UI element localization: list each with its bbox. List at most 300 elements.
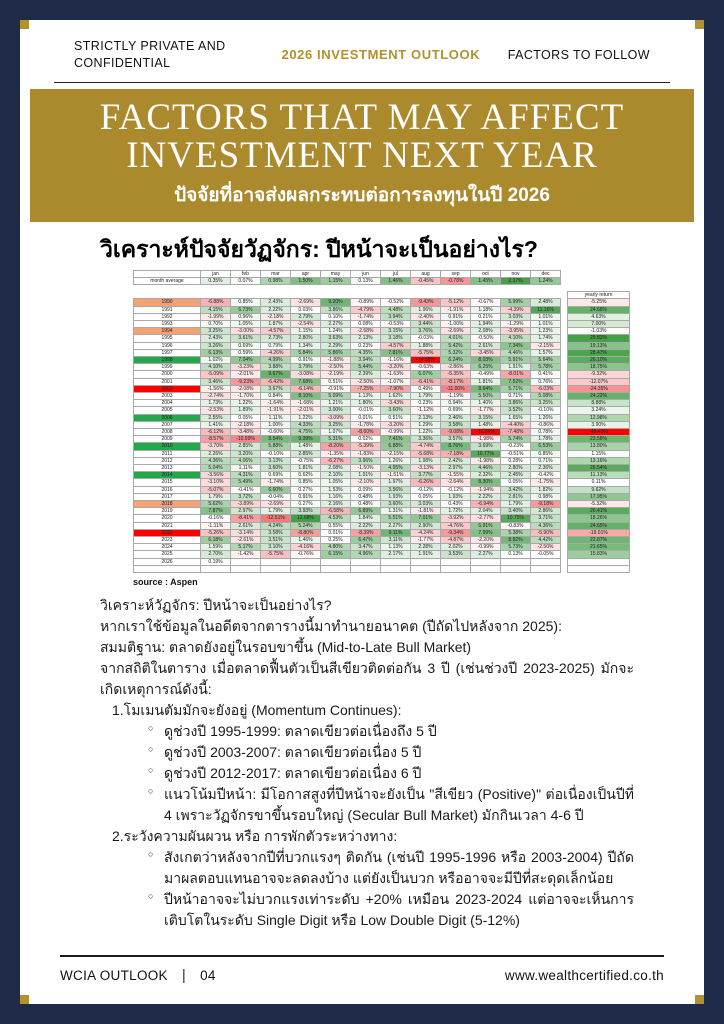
month-return-cell: 1.79% [201, 493, 231, 500]
month-return-cell: 3.86% [321, 306, 351, 313]
month-return-cell: -5.39% [351, 443, 381, 450]
month-return-cell: 3.94% [381, 313, 411, 320]
month-return-cell: 5.50% [471, 392, 501, 399]
month-return-cell: -0.67% [471, 299, 501, 306]
gap-cell [561, 479, 568, 486]
analysis-line: หากเราใช้ข้อมูลในอดีตจากตารางนี้มาทำนายอนาคต (ปีถัดไปหลังจาก 2025): [100, 617, 562, 634]
month-return-cell: -0.10% [261, 450, 291, 457]
month-return-cell: 1.21% [321, 400, 351, 407]
month-return-cell: -5.12% [441, 299, 471, 306]
month-return-cell: 6.15% [321, 551, 351, 558]
month-return-cell: 0.09% [351, 486, 381, 493]
month-return-cell: 2.02% [441, 544, 471, 551]
month-return-cell: -10.99% [231, 436, 261, 443]
month-return-cell: -1.63% [381, 371, 411, 378]
yearly-return-cell: 0.11% [568, 479, 630, 486]
month-return-cell: 4.75% [291, 428, 321, 435]
month-return-cell: -2.08% [231, 385, 261, 392]
month-return-cell: 0.84% [261, 392, 291, 399]
month-return-cell [381, 558, 411, 565]
month-return-cell: 9.20% [321, 299, 351, 306]
month-return-cell: -3.89% [231, 500, 261, 507]
month-average-cell: -0.78% [441, 277, 471, 284]
row-label-cell [134, 270, 201, 277]
month-return-cell: 0.03% [291, 306, 321, 313]
spacer-cell [231, 285, 261, 292]
analysis-line: สมมติฐาน: ตลาดยังอยู่ในรอบขาขึ้น (Mid-to-Late Bull Market) [100, 638, 472, 655]
month-return-cell: 2.85% [291, 450, 321, 457]
month-return-cell: 8.92% [501, 537, 531, 544]
month-return-cell: 8.03% [471, 356, 501, 363]
month-return-cell: -0.12% [441, 486, 471, 493]
month-return-cell: 1.11% [261, 414, 291, 421]
month-return-cell: -5.75% [261, 551, 291, 558]
month-return-cell: -1.78% [351, 421, 381, 428]
factors-to-follow-label: FACTORS TO FOLLOW [507, 47, 650, 62]
month-return-cell: 4.10% [501, 335, 531, 342]
empty-cell [291, 565, 321, 572]
month-return-cell: 5.38% [501, 529, 531, 536]
spacer-cell [291, 292, 321, 299]
year-label-cell: 2025 [134, 551, 201, 558]
month-return-cell: 0.13% [501, 551, 531, 558]
year-label-cell: 2012 [134, 457, 201, 464]
month-return-cell: 5.17% [231, 544, 261, 551]
month-return-cell: 6.07% [411, 371, 441, 378]
month-return-cell: 3.60% [261, 464, 291, 471]
month-return-cell: 1.74% [531, 335, 561, 342]
month-return-cell: -2.18% [261, 313, 291, 320]
month-return-cell: 0.91% [441, 313, 471, 320]
month-return-cell: 0.25% [321, 537, 351, 544]
month-header-cell: mar [261, 270, 291, 277]
yearly-return-cell: 18.75% [568, 364, 630, 371]
month-return-cell: 2.81% [501, 493, 531, 500]
month-return-cell: -2.01% [231, 371, 261, 378]
gold-corner-accent [695, 20, 704, 29]
month-return-cell: 0.05% [231, 414, 261, 421]
month-return-cell: 2.46% [441, 414, 471, 421]
empty-cell [568, 565, 630, 572]
yearly-return-cell: -9.32% [568, 371, 630, 378]
month-return-cell: 0.71% [531, 457, 561, 464]
year-label-cell: 2003 [134, 392, 201, 399]
month-return-cell: -3.13% [411, 464, 441, 471]
month-return-cell: 4.36% [531, 522, 561, 529]
month-return-cell: -4.87% [441, 537, 471, 544]
month-return-cell: 2.61% [231, 522, 261, 529]
yearly-return-cell: 24.68% [568, 306, 630, 313]
month-return-cell: 3.20% [231, 450, 261, 457]
month-return-cell: 5.49% [231, 479, 261, 486]
month-return-cell: 5.74% [501, 436, 531, 443]
month-return-cell: -2.69% [261, 500, 291, 507]
month-return-cell: -5.26% [201, 529, 231, 536]
month-return-cell: 0.48% [351, 500, 381, 507]
month-return-cell: 3.11% [381, 537, 411, 544]
month-return-cell: 0.76% [531, 378, 561, 385]
month-return-cell: 2.08% [471, 328, 501, 335]
gap-cell [561, 270, 568, 277]
month-return-cell: -3.92% [441, 515, 471, 522]
month-return-cell: 5.99% [501, 299, 531, 306]
month-return-cell: 8.76% [441, 443, 471, 450]
month-return-cell: 1.24% [321, 328, 351, 335]
month-average-cell: 1.15% [321, 277, 351, 284]
month-return-cell: -2.74% [201, 392, 231, 399]
month-return-cell: -0.89% [351, 299, 381, 306]
month-return-cell: 3.72% [231, 493, 261, 500]
month-return-cell: 6.13% [201, 349, 231, 356]
yearly-return-cell: 7.00% [568, 320, 630, 327]
month-return-cell: 0.59% [231, 349, 261, 356]
outlook-title: 2026 INVESTMENT OUTLOOK [281, 47, 481, 63]
month-return-cell: 3.42% [501, 486, 531, 493]
month-return-cell: -0.53% [381, 320, 411, 327]
month-return-cell: 7.87% [201, 508, 231, 515]
month-return-cell: -7.18% [441, 450, 471, 457]
month-return-cell: -1.51% [381, 472, 411, 479]
spacer-cell [411, 292, 441, 299]
month-return-cell: 0.08% [351, 320, 381, 327]
empty-cell [568, 277, 630, 284]
month-return-cell: 1.89% [231, 407, 261, 414]
month-return-cell: 4.80% [321, 544, 351, 551]
month-header-cell: jun [351, 270, 381, 277]
year-label-cell: 2026 [134, 558, 201, 565]
footer-divider [60, 955, 664, 957]
month-return-cell: 3.03% [411, 500, 441, 507]
month-return-cell: -5.35% [441, 371, 471, 378]
month-return-cell: -0.86% [531, 421, 561, 428]
yearly-return-cell: 9.62% [568, 486, 630, 493]
month-return-cell: 5.44% [351, 364, 381, 371]
month-return-cell: -3.56% [201, 472, 231, 479]
spacer-cell [351, 285, 381, 292]
month-return-cell: 5.88% [261, 443, 291, 450]
month-return-cell: -1.99% [201, 313, 231, 320]
source-label: source : Aspen [133, 576, 198, 587]
spacer-cell [441, 285, 471, 292]
empty-cell [134, 565, 201, 572]
month-return-cell: 1.97% [381, 479, 411, 486]
gold-corner-accent [20, 20, 29, 29]
month-return-cell: 2.17% [381, 551, 411, 558]
month-return-cell: 0.51% [381, 414, 411, 421]
month-return-cell: 9.39% [291, 436, 321, 443]
month-return-cell: -6.14% [291, 385, 321, 392]
month-return-cell: -2.77% [471, 515, 501, 522]
month-return-cell: 4.33% [291, 421, 321, 428]
month-return-cell: -0.76% [291, 551, 321, 558]
empty-cell [351, 565, 381, 572]
month-return-cell: 2.97% [441, 464, 471, 471]
analysis-line: วิเคราะห์วัฏจักร: ปีหน้าจะเป็นอย่างไร? [100, 596, 332, 613]
month-return-cell: 0.69% [261, 472, 291, 479]
yearly-return-cell: 24.65% [568, 522, 630, 529]
gap-cell [561, 544, 568, 551]
month-return-cell: 0.94% [441, 400, 471, 407]
month-return-cell: -2.54% [291, 320, 321, 327]
gap-cell [561, 428, 568, 435]
month-return-cell: 2.22% [471, 493, 501, 500]
year-label-cell: 1999 [134, 364, 201, 371]
month-return-cell: 1.88% [411, 342, 441, 349]
yearly-return-cell: 12.98% [568, 414, 630, 421]
month-return-cell: -0.99% [381, 428, 411, 435]
month-return-cell: 5.09% [321, 392, 351, 399]
month-return-cell: 5.84% [291, 349, 321, 356]
month-return-cell: -8.17% [441, 378, 471, 385]
month-return-cell: -6.41% [411, 378, 441, 385]
month-return-cell: 0.98% [531, 493, 561, 500]
empty-cell [381, 565, 411, 572]
yearly-return-cell: 26.41% [568, 508, 630, 515]
yearly-return-cell: -45.45% [568, 428, 630, 435]
month-return-cell: 2.29% [321, 342, 351, 349]
month-return-cell: -0.49% [471, 371, 501, 378]
month-return-cell: 2.27% [321, 320, 351, 327]
month-header-cell: feb [231, 270, 261, 277]
month-return-cell: 1.02% [201, 356, 231, 363]
month-return-cell: -7.48% [501, 428, 531, 435]
gap-cell [561, 436, 568, 443]
analysis-bullet: ○ ดูช่วงปี 2012-2017: ตลาดเขียวต่อเนื่อง 6 ปี [148, 763, 634, 784]
month-return-cell: 5.24% [291, 522, 321, 529]
year-label-cell: 2022 [134, 529, 201, 536]
month-return-cell: -8.20% [321, 443, 351, 450]
month-return-cell: -2.50% [351, 378, 381, 385]
month-header-cell: aug [411, 270, 441, 277]
month-return-cell: 0.23% [411, 400, 441, 407]
month-return-cell: -2.18% [231, 421, 261, 428]
gap-cell [561, 537, 568, 544]
analysis-line: จากสถิติในตาราง เมื่อตลาดฟื้นตัวเป็นสีเขียวติดต่อกัน 3 ปี (เช่นช่วงปี 2023-2025) มักจะเกิดเหตุการณ์ดังนี้: [100, 659, 634, 697]
spacer-cell [134, 285, 201, 292]
month-return-cell: -3.45% [471, 349, 501, 356]
month-return-cell [501, 558, 531, 565]
month-return-cell: -0.10% [531, 407, 561, 414]
yearly-return-cell: 18.26% [568, 515, 630, 522]
analysis-section-heading: 1.โมเมนตัมมักจะยังอยู่ (Momentum Continues): [112, 701, 402, 718]
month-average-cell: 1.24% [531, 277, 561, 284]
month-return-cell [471, 558, 501, 565]
month-return-cell: 2.22% [351, 522, 381, 529]
month-return-cell: -2.68% [351, 328, 381, 335]
month-return-cell: -0.60% [261, 428, 291, 435]
month-return-cell: 7.81% [381, 349, 411, 356]
month-return-cell: 5.91% [501, 356, 531, 363]
yearly-return-cell: 26.54% [568, 464, 630, 471]
month-return-cell: -3.08% [291, 371, 321, 378]
month-return-cell: 1.22% [291, 414, 321, 421]
month-return-cell: 3.60% [381, 500, 411, 507]
year-label-cell: 2021 [134, 522, 201, 529]
month-return-cell: -0.16% [201, 515, 231, 522]
month-return-cell: -0.99% [471, 544, 501, 551]
analysis-text [100, 595, 634, 931]
yearly-return-cell: 28.47% [568, 349, 630, 356]
month-return-cell: -2.69% [291, 299, 321, 306]
month-return-cell: 4.53% [321, 515, 351, 522]
month-return-cell: -1.98% [471, 457, 501, 464]
month-return-cell: 5.73% [501, 544, 531, 551]
month-return-cell: -0.41% [231, 486, 261, 493]
gap-cell [561, 385, 568, 392]
month-return-cell: -4.26% [261, 349, 291, 356]
month-return-cell: 1.98% [411, 457, 441, 464]
year-label-cell: 1993 [134, 320, 201, 327]
month-return-cell: -6.27% [321, 457, 351, 464]
month-return-cell: -1.83% [351, 450, 381, 457]
month-return-cell: -9.08% [441, 428, 471, 435]
banner-title-line2: INVESTMENT NEXT YEAR [126, 135, 598, 177]
month-return-cell: 3.57% [441, 436, 471, 443]
month-return-cell: 1.84% [351, 515, 381, 522]
month-return-cell: 1.93% [381, 493, 411, 500]
month-return-cell: 4.42% [531, 537, 561, 544]
month-return-cell: 9.11% [381, 529, 411, 536]
year-label-cell: 2001 [134, 378, 201, 385]
month-header-cell: may [321, 270, 351, 277]
month-return-cell: 1.23% [531, 328, 561, 335]
month-return-cell: 2.08% [321, 464, 351, 471]
month-return-cell: -3.10% [201, 479, 231, 486]
month-return-cell: -11.00% [441, 385, 471, 392]
year-label-cell: 1997 [134, 349, 201, 356]
month-return-cell: 5.08% [531, 392, 561, 399]
month-return-cell: -4.57% [261, 328, 291, 335]
month-return-cell: 1.72% [441, 508, 471, 515]
month-header-cell: jul [381, 270, 411, 277]
analysis-bullet: ○ ปีหน้าอาจจะไม่บวกแรงเท่าระดับ +20% เหมือน 2023-2024 แต่อาจจะเห็นการเติบโตในระดับ Single Digit หรือ Low Double Digit (5-12%) [148, 889, 634, 931]
month-average-cell: 1.50% [291, 277, 321, 284]
month-return-cell: -3.43% [381, 400, 411, 407]
empty-cell [501, 565, 531, 572]
month-average-cell: 0.07% [231, 277, 261, 284]
month-return-cell: 1.48% [291, 443, 321, 450]
empty-cell [261, 565, 291, 572]
month-return-cell: 0.05% [411, 493, 441, 500]
banner-title-line1: FACTORS THAT MAY AFFECT [99, 96, 625, 138]
month-return-cell: 2.04% [471, 508, 501, 515]
month-return-cell: 5.62% [201, 500, 231, 507]
spacer-cell [321, 285, 351, 292]
month-return-cell: -0.50% [471, 335, 501, 342]
analysis-bullet: ○ ดูช่วงปี 2003-2007: ตลาดเขียวต่อเนื่อง 5 ปี [148, 742, 634, 763]
spacer-cell [501, 292, 531, 299]
month-return-cell: -2.69% [441, 328, 471, 335]
month-header-cell: nov [501, 270, 531, 277]
month-return-cell: 3.25% [201, 328, 231, 335]
month-return-cell: 3.86% [501, 400, 531, 407]
month-return-cell: 1.73% [201, 400, 231, 407]
month-return-cell: -0.03% [411, 335, 441, 342]
month-return-cell: 3.10% [261, 544, 291, 551]
gap-cell [561, 407, 568, 414]
month-return-cell: 3.93% [291, 508, 321, 515]
month-return-cell: 1.78% [531, 436, 561, 443]
month-return-cell: -4.57% [381, 342, 411, 349]
spacer-cell [531, 285, 561, 292]
month-return-cell: -6.42% [261, 378, 291, 385]
month-return-cell: 0.69% [441, 407, 471, 414]
month-return-cell: -3.95% [501, 328, 531, 335]
month-return-cell: 1.96% [411, 306, 441, 313]
month-return-cell [351, 558, 381, 565]
month-return-cell: 0.02% [351, 436, 381, 443]
year-label-cell: 2008 [134, 428, 201, 435]
month-return-cell: -2.19% [321, 371, 351, 378]
banner-title [38, 96, 686, 177]
spacer-cell [411, 285, 441, 292]
month-return-cell: 0.49% [411, 385, 441, 392]
month-return-cell: -5.90% [531, 529, 561, 536]
month-return-cell: -14.58% [411, 356, 441, 363]
month-return-cell: 0.28% [501, 457, 531, 464]
month-return-cell: -0.04% [261, 493, 291, 500]
gap-cell [561, 486, 568, 493]
month-return-cell: 6.60% [261, 486, 291, 493]
month-return-cell: 2.28% [411, 544, 441, 551]
month-return-cell: 2.70% [201, 551, 231, 558]
yearly-return-cell: 3.90% [568, 421, 630, 428]
month-average-cell: 1.45% [471, 277, 501, 284]
month-return-cell: 2.97% [231, 508, 261, 515]
month-return-cell: -8.39% [351, 529, 381, 536]
returns-heatmap-table [133, 270, 630, 573]
gap-cell [561, 335, 568, 342]
month-return-cell: 5.04% [201, 464, 231, 471]
month-return-cell: 3.00% [321, 407, 351, 414]
gap-cell [561, 364, 568, 371]
month-return-cell: -0.83% [501, 522, 531, 529]
month-return-cell: 8.10% [291, 392, 321, 399]
year-label-cell: 1991 [134, 306, 201, 313]
footer-website: www.wealthcertified.co.th [504, 968, 664, 983]
month-return-cell: -1.75% [531, 479, 561, 486]
empty-cell [201, 565, 231, 572]
month-return-cell: 1.82% [531, 486, 561, 493]
month-return-cell: 1.31% [381, 508, 411, 515]
month-return-cell: 4.46% [471, 464, 501, 471]
year-label-cell: 2023 [134, 537, 201, 544]
gap-cell [561, 450, 568, 457]
month-return-cell: 0.27% [291, 486, 321, 493]
month-return-cell: 1.91% [411, 551, 441, 558]
month-return-cell: 3.60% [381, 407, 411, 414]
month-return-cell: -1.55% [441, 472, 471, 479]
month-return-cell: 3.36% [411, 436, 441, 443]
month-return-cell: 4.99% [261, 356, 291, 363]
month-return-cell: 2.73% [261, 335, 291, 342]
gap-cell [561, 522, 568, 529]
month-return-cell: 0.78% [531, 428, 561, 435]
month-return-cell: -7.90% [381, 385, 411, 392]
month-return-cell: -8.57% [201, 436, 231, 443]
month-return-cell: 4.15% [201, 306, 231, 313]
yearly-return-cell: 19.13% [568, 342, 630, 349]
month-return-cell: 4.06% [231, 457, 261, 464]
year-label-cell: 2009 [134, 436, 201, 443]
month-return-cell: -16.94% [471, 428, 501, 435]
month-return-cell: 0.23% [351, 342, 381, 349]
gap-cell [561, 299, 568, 306]
gap-cell [561, 285, 568, 292]
spacer-cell [471, 292, 501, 299]
month-return-cell: 4.10% [201, 364, 231, 371]
empty-cell [231, 565, 261, 572]
